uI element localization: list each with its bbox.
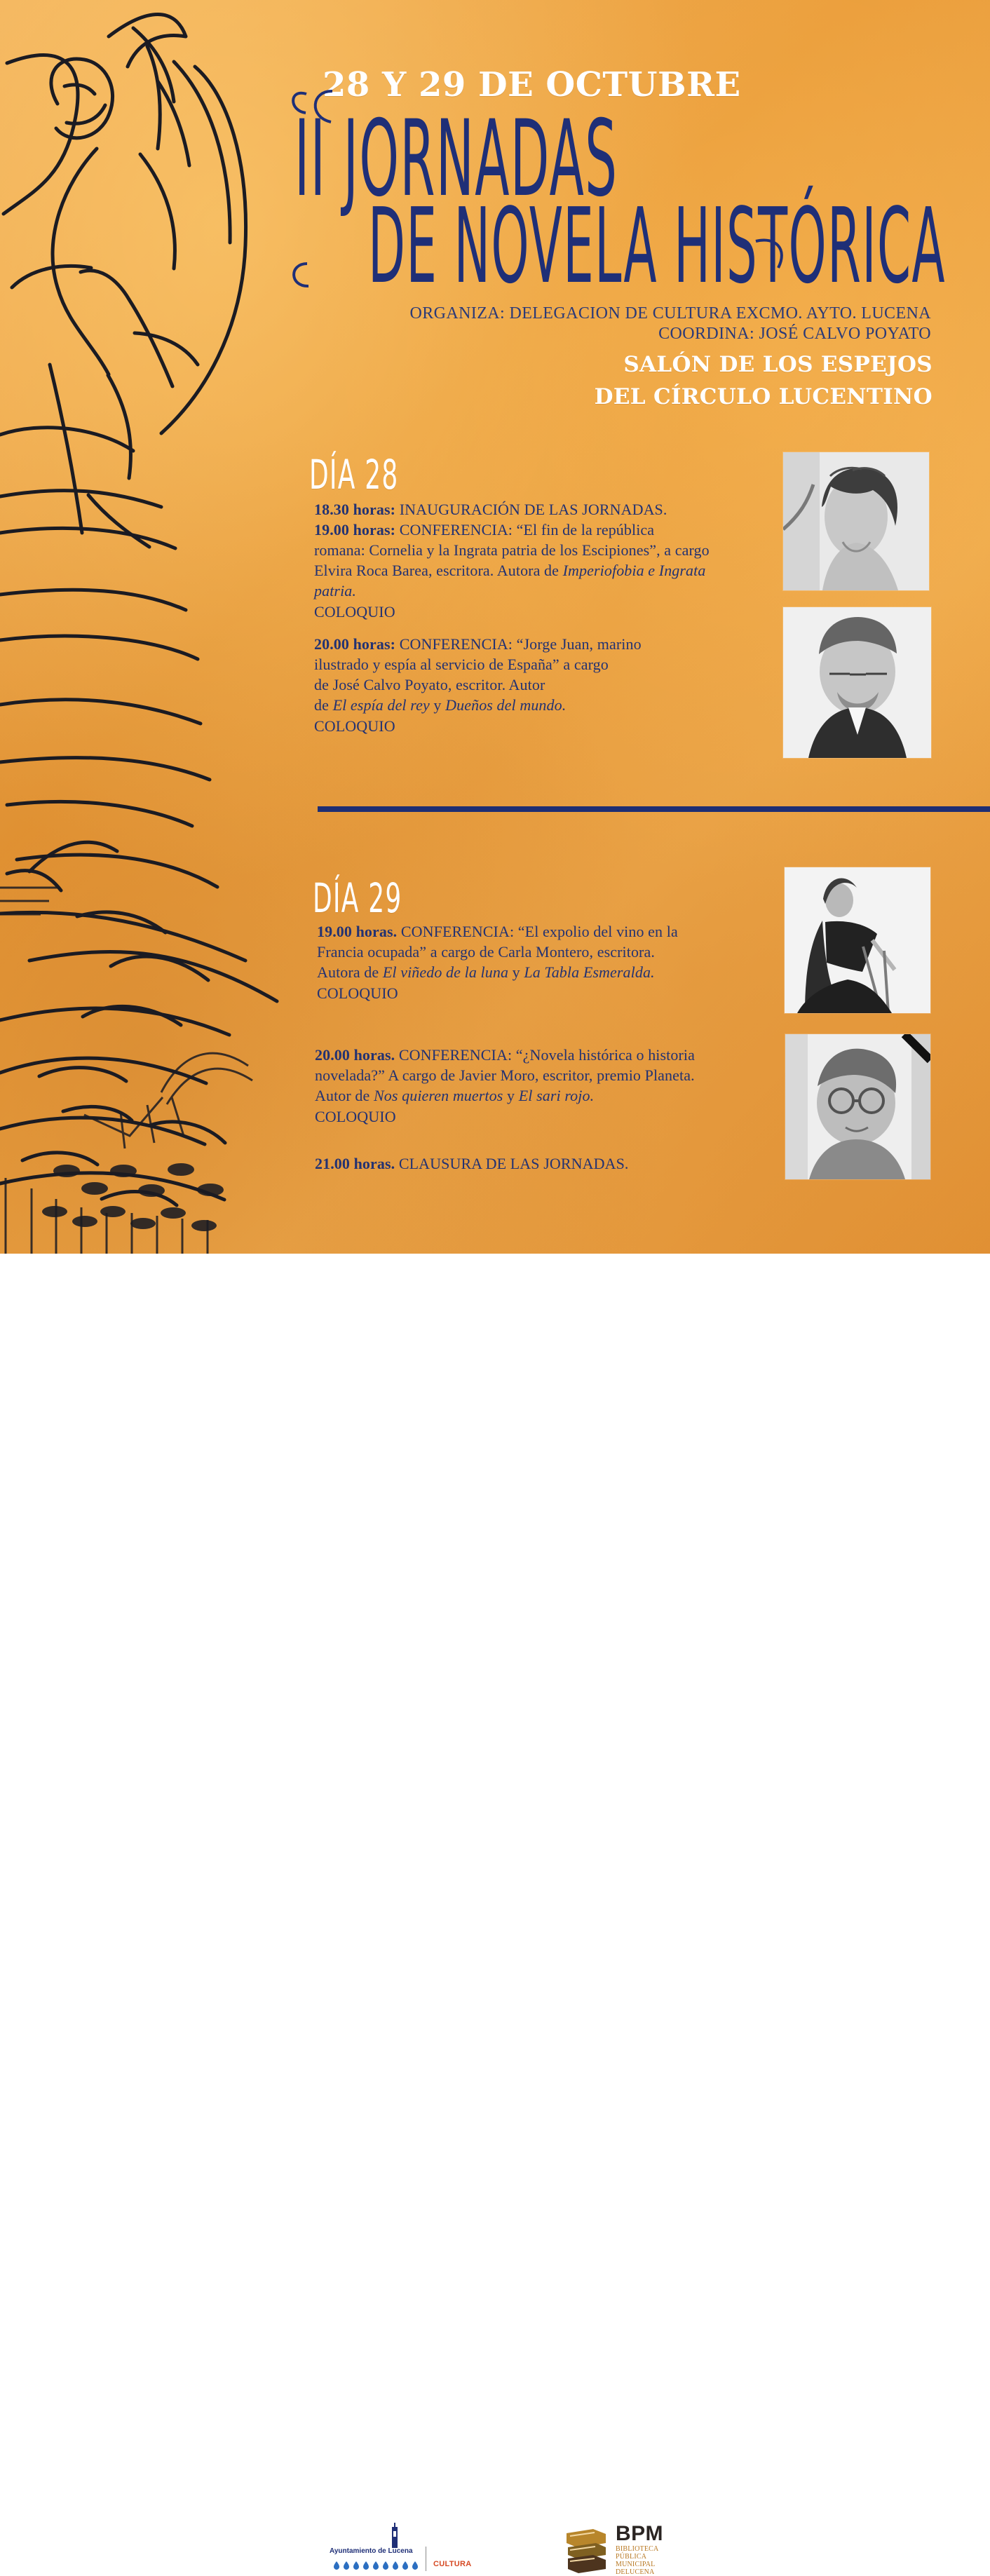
agenda-text: CONFERENCIA: “El expolio del vino en la (397, 923, 678, 940)
coloquio-label: COLOQUIO (314, 717, 395, 735)
agenda-item-2000-day-28 (314, 634, 735, 736)
book-title: Nos quieren muertos (374, 1087, 503, 1104)
agenda-time: 19.00 horas. (317, 923, 398, 940)
day-29-title: DÍA 29 (313, 874, 402, 922)
tower-icon (388, 2523, 401, 2548)
speaker-photo-1 (783, 452, 929, 590)
blue-drop-icons (333, 2560, 421, 2570)
agenda-text: Elvira Roca Barea, escritora. Autora de (314, 562, 563, 579)
agenda-text: y (429, 696, 446, 714)
agenda-text: Autor de (315, 1087, 374, 1104)
venue-block (595, 348, 933, 413)
book-title: El espía del rey (332, 696, 430, 714)
coloquio-label: COLOQUIO (317, 984, 398, 1002)
bpm-logo (564, 2519, 670, 2575)
speaker-photo-2 (783, 607, 931, 758)
footer-logos (0, 1254, 990, 2576)
bpm-line-2: PÚBLICA (616, 2553, 647, 2561)
agenda-time: 20.00 horas. (315, 1046, 395, 1064)
agenda-text: CONFERENCIA: “El fin de la república (395, 521, 655, 538)
agenda-item-1830 (314, 499, 742, 622)
agenda-text: de José Calvo Poyato, escritor. Autor (314, 676, 545, 693)
agenda-text: Francia ocupada” a cargo de Carla Montero, escritora. (317, 943, 655, 961)
agenda-text: CONFERENCIA: “¿Novela histórica o historia (395, 1046, 695, 1064)
cultura-label: CULTURA (433, 2560, 472, 2568)
book-stack-icon (564, 2524, 608, 2575)
bpm-subtitle (616, 2545, 679, 2576)
agenda-item-2000-day-29 (315, 1045, 769, 1127)
agenda-item-2100 (315, 1153, 707, 1174)
book-title: El sari rojo. (518, 1087, 595, 1104)
ayuntamiento-lucena-logo (330, 2523, 477, 2573)
section-divider (318, 806, 990, 812)
agenda-time: 19.00 horas: (314, 521, 396, 538)
agenda-time: 21.00 horas. (315, 1155, 395, 1172)
venue-line-1: SALÓN DE LOS ESPEJOS (623, 352, 933, 377)
title-line-1: II JORNADAS (294, 98, 618, 220)
agenda-text: ilustrado y espía al servicio de España” a cargo (314, 656, 609, 673)
agenda-text: novelada?” A cargo de Javier Moro, escritor, premio Planeta. (315, 1066, 695, 1084)
title-line-2: DE NOVELA HISTÓRICA (368, 186, 946, 306)
event-date-heading: 28 Y 29 DE OCTUBRE (323, 65, 741, 104)
speaker-photo-3 (785, 867, 930, 1013)
bpm-line-1: BIBLIOTECA (616, 2545, 659, 2553)
coloquio-label: COLOQUIO (315, 1108, 396, 1125)
bpm-line-4: DELUCENA (616, 2568, 655, 2576)
day-28-title: DÍA 28 (309, 451, 399, 499)
organizer-block (409, 304, 931, 344)
book-title: Imperiofobia e Ingrata (562, 562, 706, 579)
book-title: El viñedo de la luna (382, 963, 509, 981)
book-title: Dueños del mundo. (445, 696, 567, 714)
ayuntamiento-name: Ayuntamiento de Lucena (330, 2547, 413, 2555)
venue-line-2: DEL CÍRCULO LUCENTINO (594, 384, 933, 409)
agenda-text: CLAUSURA DE LAS JORNADAS. (395, 1155, 629, 1172)
book-title: patria. (314, 582, 356, 599)
agenda-text: de (314, 696, 333, 714)
agenda-text: y (503, 1087, 519, 1104)
bpm-line-3: MUNICIPAL (616, 2561, 656, 2568)
agenda-item-1900-day-29 (317, 921, 746, 1003)
agenda-text: CONFERENCIA: “Jorge Juan, marino (395, 635, 642, 653)
agenda-text: INAUGURACIÓN DE LAS JORNADAS. (395, 501, 667, 518)
book-title: La Tabla Esmeralda. (524, 963, 655, 981)
agenda-text: y (508, 963, 524, 981)
coordinator-line: COORDINA: JOSÉ CALVO POYATO (658, 325, 931, 343)
agenda-time: 18.30 horas: (314, 501, 396, 518)
agenda-time: 20.00 horas: (314, 635, 396, 653)
speaker-photo-4 (785, 1034, 930, 1179)
organizer-line: ORGANIZA: DELEGACION DE CULTURA EXCMO. AYTO. LUCENA (409, 304, 931, 323)
agenda-text: romana: Cornelia y la Ingrata patria de los Escipiones”, a cargo (314, 541, 710, 559)
agenda-text: Autora de (317, 963, 383, 981)
event-poster (0, 0, 990, 1254)
coloquio-label: COLOQUIO (314, 603, 395, 621)
bpm-title: BPM (616, 2522, 663, 2545)
